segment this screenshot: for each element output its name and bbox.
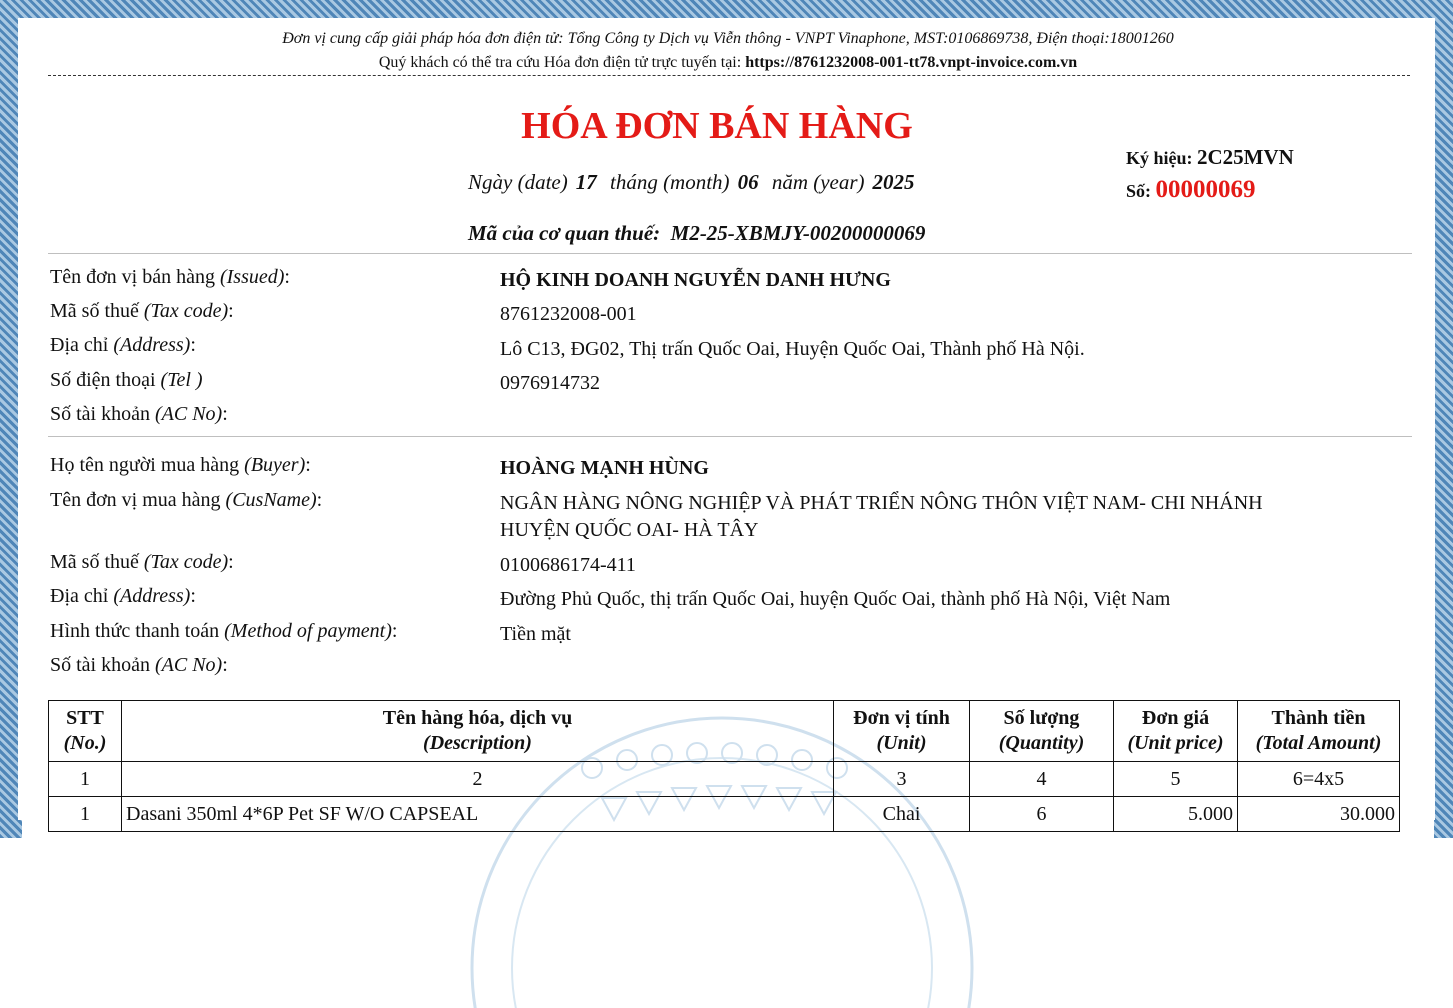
invoice-number — [1126, 176, 1256, 204]
buyer-address-label: Địa chỉ (Address): — [50, 585, 196, 607]
seller-tax-label: Mã số thuế (Tax code): — [50, 300, 234, 322]
buyer-account-label: Số tài khoản (AC No): — [50, 654, 228, 676]
col-header-no: STT (No.) — [49, 701, 122, 762]
buyer-payment: Tiền mặt — [500, 623, 571, 645]
row-amount: 30.000 — [1238, 797, 1400, 832]
seller-address-label: Địa chỉ (Address): — [50, 334, 196, 356]
symbol-value: 2C25MVN — [1197, 145, 1294, 169]
buyer-name: HOÀNG MẠNH HÙNG — [500, 457, 709, 479]
tax-authority-value: M2-25-XBMJY-00200000069 — [670, 221, 926, 245]
col-header-unit-price: Đơn giá (Unit price) — [1114, 701, 1238, 762]
symbol-label: Ký hiệu: — [1126, 148, 1193, 168]
index-cell: 4 — [970, 762, 1114, 797]
row-unit: Chai — [834, 797, 970, 832]
lookup-url[interactable]: https://8761232008-001-tt78.vnpt-invoice.com.vn — [745, 54, 1078, 71]
buyer-company-line2: HUYỆN QUỐC OAI- HÀ TÂY — [500, 519, 759, 541]
tax-authority-label: Mã của cơ quan thuế: — [468, 221, 661, 245]
section-divider — [48, 253, 1412, 254]
buyer-company-line1: NGÂN HÀNG NÔNG NGHIỆP VÀ PHÁT TRIỂN NÔNG THÔN VIỆT NAM- CHI NHÁNH — [500, 492, 1263, 514]
number-label: Số: — [1126, 181, 1152, 201]
buyer-name-label: Họ tên người mua hàng (Buyer): — [50, 454, 311, 476]
invoice-date — [468, 170, 923, 195]
seller-phone-label: Số điện thoại (Tel ) — [50, 369, 203, 391]
index-cell: 3 — [834, 762, 970, 797]
index-cell: 2 — [122, 762, 834, 797]
index-cell: 6=4x5 — [1238, 762, 1400, 797]
month-label: tháng (month) — [609, 170, 730, 194]
day-label: Ngày (date) — [468, 170, 568, 194]
table-header-row — [49, 701, 1400, 762]
index-cell: 1 — [49, 762, 122, 797]
buyer-tax: 0100686174-411 — [500, 554, 636, 576]
day-value: 17 — [575, 170, 597, 194]
year-label: năm (year) — [771, 170, 865, 194]
buyer-payment-label: Hình thức thanh toán (Method of payment): — [50, 620, 398, 642]
month-value: 06 — [737, 170, 759, 194]
buyer-company-label: Tên đơn vị mua hàng (CusName): — [50, 489, 323, 511]
year-value: 2025 — [872, 170, 915, 194]
seller-tax: 8761232008-001 — [500, 303, 637, 325]
dashed-divider — [48, 75, 1410, 76]
col-header-description: Tên hàng hóa, dịch vụ (Description) — [122, 701, 834, 762]
col-header-amount: Thành tiền (Total Amount) — [1238, 701, 1400, 762]
lookup-prefix: Quý khách có thể tra cứu Hóa đơn điện tử trực tuyến tại: — [378, 54, 742, 71]
col-header-unit: Đơn vị tính (Unit) — [834, 701, 970, 762]
invoice-title: HÓA ĐƠN BÁN HÀNG — [521, 105, 913, 147]
seller-address: Lô C13, ĐG02, Thị trấn Quốc Oai, Huyện Quốc Oai, Thành phố Hà Nội. — [500, 338, 1085, 360]
buyer-address: Đường Phủ Quốc, thị trấn Quốc Oai, huyện Quốc Oai, thành phố Hà Nội, Việt Nam — [500, 588, 1171, 610]
row-unit-price: 5.000 — [1114, 797, 1238, 832]
index-cell: 5 — [1114, 762, 1238, 797]
invoice-symbol — [1126, 145, 1294, 170]
lookup-line — [22, 54, 1434, 72]
col-header-quantity: Số lượng (Quantity) — [970, 701, 1114, 762]
row-no: 1 — [49, 797, 122, 832]
seller-phone: 0976914732 — [500, 372, 600, 394]
tax-authority-code — [468, 221, 925, 246]
section-divider — [48, 436, 1412, 437]
row-quantity: 6 — [970, 797, 1114, 832]
seller-name: HỘ KINH DOANH NGUYỄN DANH HƯNG — [500, 269, 891, 291]
seller-account-label: Số tài khoản (AC No): — [50, 403, 228, 425]
seller-name-label: Tên đơn vị bán hàng (Issued): — [50, 266, 290, 288]
provider-line: Đơn vị cung cấp giải pháp hóa đơn điện tử: Tổng Công ty Dịch vụ Viễn thông - VNPT Vinaphone, MST:0106869738, Điện thoại:18001260 — [282, 30, 1174, 47]
column-index-row — [49, 762, 1400, 797]
number-value: 00000069 — [1155, 176, 1256, 203]
invoice-page — [22, 18, 1434, 838]
table-row — [49, 797, 1400, 832]
row-description: Dasani 350ml 4*6P Pet SF W/O CAPSEAL — [122, 797, 834, 832]
buyer-tax-label: Mã số thuế (Tax code): — [50, 551, 234, 573]
items-table — [48, 700, 1400, 832]
